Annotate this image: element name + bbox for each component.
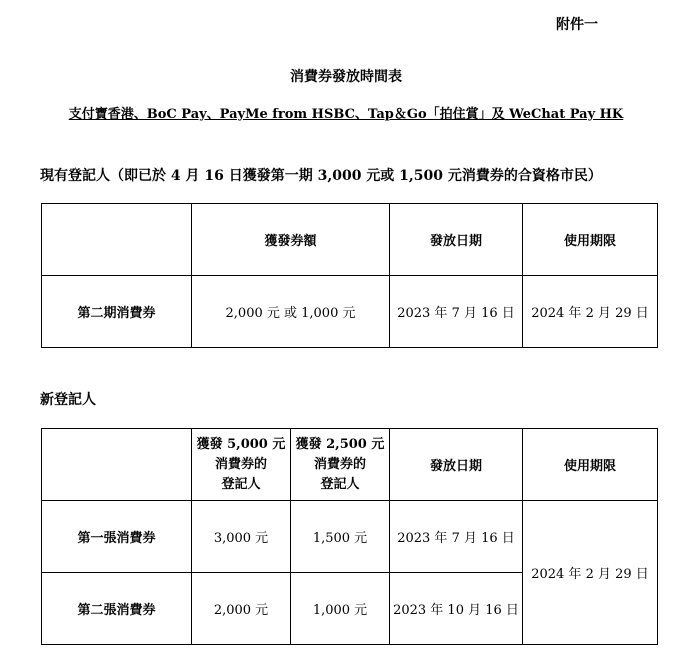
row-expiry: 2024 年 2 月 29 日 xyxy=(523,276,658,348)
new-registrants-table xyxy=(41,428,658,645)
annex-label: 附件一 xyxy=(556,17,598,33)
table-header-row xyxy=(42,429,658,501)
header-date: 發放日期 xyxy=(390,429,523,501)
header-empty-cell xyxy=(42,429,192,501)
header-amount: 獲發券額 xyxy=(192,204,390,276)
section-new-registrants-heading: 新登記人 xyxy=(40,392,96,408)
row-amount-a: 2,000 元 xyxy=(192,573,291,645)
header-date: 發放日期 xyxy=(390,204,523,276)
document-title: 消費券發放時間表 xyxy=(290,69,402,85)
row-date: 2023 年 7 月 16 日 xyxy=(390,501,523,573)
section-existing-registrants-heading: 現有登記人（即已於 4 月 16 日獲發第一期 3,000 元或 1,500 元消費券的合資格市民） xyxy=(40,168,602,184)
header-expiry: 使用期限 xyxy=(523,204,658,276)
header-5000-registrants: 獲發 5,000 元 消費券的 登記人 xyxy=(192,429,291,501)
table-row xyxy=(42,276,658,348)
header-empty-cell xyxy=(42,204,192,276)
header-expiry: 使用期限 xyxy=(523,429,658,501)
row-amount-b: 1,500 元 xyxy=(291,501,390,573)
row-label: 第二期消費券 xyxy=(42,276,192,348)
row-amount: 2,000 元 或 1,000 元 xyxy=(192,276,390,348)
table-header-row xyxy=(42,204,658,276)
document-subtitle: 支付寶香港、BoC Pay、PayMe from HSBC、Tap＆Go「拍住賞」及 WeChat Pay HK xyxy=(68,107,624,122)
row-label: 第二張消費券 xyxy=(42,573,192,645)
row-amount-a: 3,000 元 xyxy=(192,501,291,573)
row-date: 2023 年 7 月 16 日 xyxy=(390,276,523,348)
row-label: 第一張消費券 xyxy=(42,501,192,573)
row-expiry: 2024 年 2 月 29 日 xyxy=(523,501,658,645)
header-2500-registrants: 獲發 2,500 元 消費券的 登記人 xyxy=(291,429,390,501)
row-date: 2023 年 10 月 16 日 xyxy=(390,573,523,645)
row-amount-b: 1,000 元 xyxy=(291,573,390,645)
table-row xyxy=(42,501,658,573)
existing-registrants-table xyxy=(41,203,658,348)
